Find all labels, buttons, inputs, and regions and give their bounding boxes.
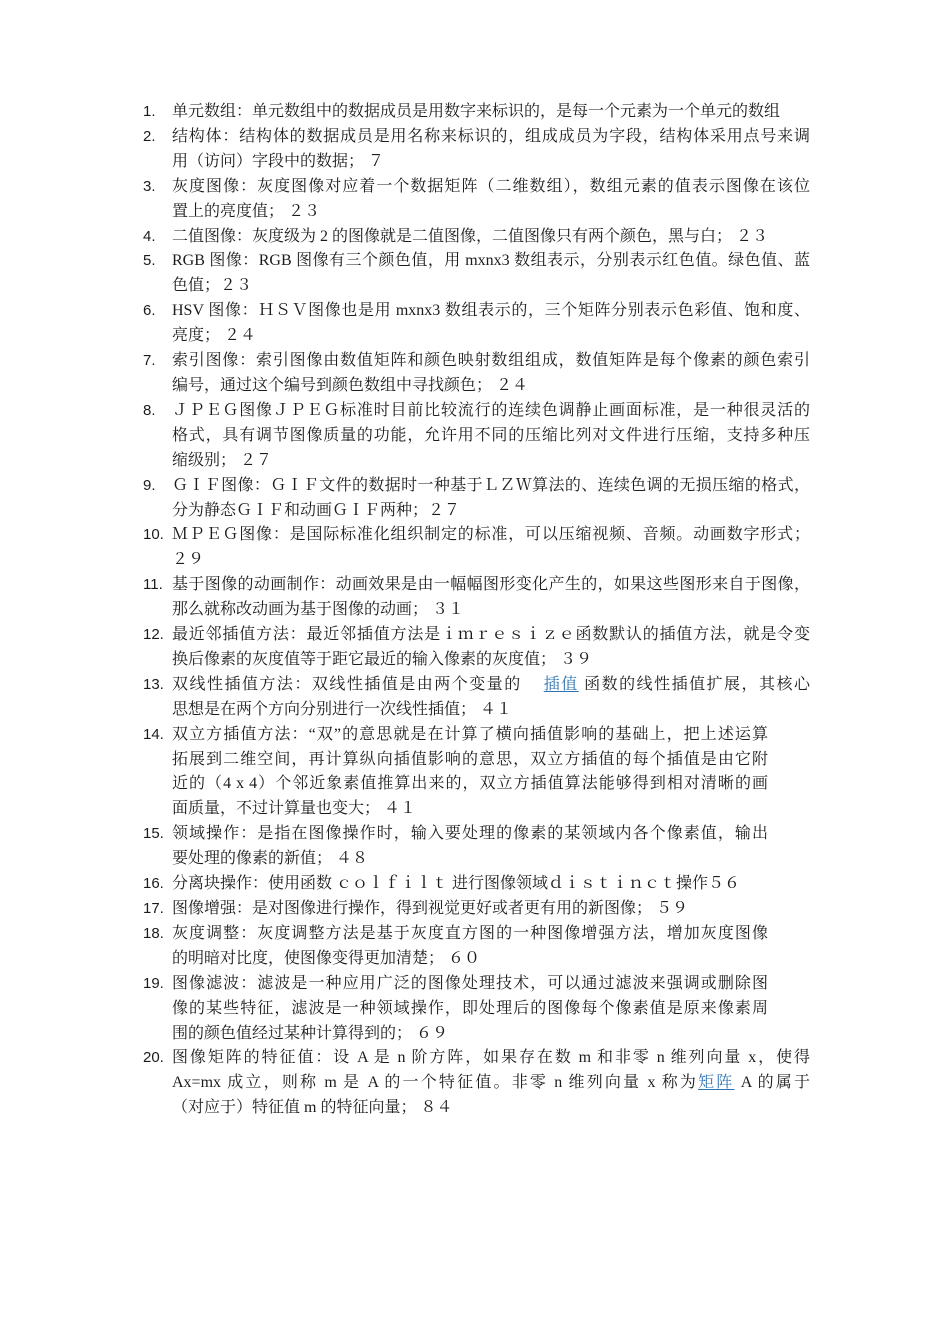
item-line: 单元数组：单元数组中的数据成员是用数字来标识的，是每一个元素为一个单元的数组 bbox=[172, 103, 781, 120]
item-line: 那么就称改动画为基于图像的动画； ３１ bbox=[172, 601, 465, 619]
list-item bbox=[143, 474, 810, 524]
item-text bbox=[172, 922, 810, 972]
item-line: 思想是在两个方向分别进行一次线性插值； ４１ bbox=[172, 700, 513, 718]
item-line: ２９ bbox=[172, 551, 205, 569]
item-text bbox=[172, 175, 810, 225]
list-item bbox=[143, 1046, 810, 1121]
item-line: （对应于）特征值 m 的特征向量； ８４ bbox=[172, 1099, 453, 1117]
item-text bbox=[172, 225, 810, 250]
item-number: 20. bbox=[143, 1049, 164, 1067]
item-text bbox=[172, 623, 810, 673]
item-line: 的明暗对比度，使图像变得更加清楚； ６０ bbox=[172, 949, 481, 967]
item-line: 分离块操作：使用函数 ｃｏｌｆｉｌｔ 进行图像领域ｄｉｓｔｉｎｃｔ操作５６ bbox=[172, 875, 741, 893]
list-item bbox=[143, 897, 810, 922]
list-item bbox=[143, 399, 810, 474]
list-item bbox=[143, 175, 810, 225]
item-line: 图像滤波：滤波是一种应用广泛的图像处理技术，可以通过滤波来强调或删除图 bbox=[172, 974, 768, 992]
line-text-segment: A 的属于 bbox=[734, 1074, 810, 1092]
item-number: 13. bbox=[143, 675, 164, 693]
list-item bbox=[143, 872, 810, 897]
item-line: 近的（4 x 4）个邻近象素值推算出来的，双立方插值算法能够得到相对清晰的画 bbox=[172, 775, 768, 793]
item-number: 3. bbox=[143, 177, 156, 195]
inline-link[interactable]: 插值 bbox=[543, 675, 579, 693]
item-line: 图像矩阵的特征值：设 A 是 n 阶方阵，如果存在数 m 和非零 n 维列向量 x，使得 bbox=[172, 1049, 810, 1067]
item-text bbox=[172, 573, 810, 623]
item-number: 11. bbox=[143, 576, 163, 594]
item-text bbox=[172, 349, 810, 399]
item-text bbox=[172, 523, 810, 573]
item-line: 结构体：结构体的数据成员是用名称来标识的，组成成员为字段，结构体采用点号来调 bbox=[172, 127, 810, 145]
list-item bbox=[143, 125, 810, 175]
item-text bbox=[172, 249, 810, 299]
item-number: 5. bbox=[143, 252, 156, 270]
item-text bbox=[172, 822, 810, 872]
item-text bbox=[172, 897, 810, 922]
list-item bbox=[143, 623, 810, 673]
item-number: 14. bbox=[143, 725, 164, 743]
item-line: 要处理的像素的新值； ４８ bbox=[172, 850, 369, 868]
item-line: 分为静态ＧＩＦ和动画ＧＩＦ两种；２７ bbox=[172, 501, 461, 519]
item-line: 最近邻插值方法：最近邻插值方法是ｉｍｒｅｓｉｚｅ函数默认的插值方法，就是令变 bbox=[172, 626, 810, 644]
item-line: 拓展到二维空间，再计算纵向插值影响的意思，双立方插值的每个插值是由它附 bbox=[172, 750, 768, 768]
list-item bbox=[143, 972, 810, 1047]
line-text-segment: 函数的线性插值扩展，其核心 bbox=[578, 675, 810, 693]
item-line: 基于图像的动画制作：动画效果是由一幅幅图形变化产生的，如果这些图形来自于图像， bbox=[172, 576, 810, 594]
item-text bbox=[172, 673, 810, 723]
item-text bbox=[172, 474, 810, 524]
item-number: 1. bbox=[143, 103, 156, 120]
item-line bbox=[172, 1071, 810, 1096]
item-number: 16. bbox=[143, 875, 164, 893]
item-text bbox=[172, 125, 810, 175]
item-number: 17. bbox=[143, 900, 164, 917]
item-line: 灰度调整：灰度调整方法是基于灰度直方图的一种图像增强方法，增加灰度图像 bbox=[172, 924, 768, 942]
item-number: 4. bbox=[143, 227, 156, 245]
list-item bbox=[143, 100, 810, 125]
item-line: 双立方插值方法：“双”的意思就是在计算了横向插值影响的基础上，把上述运算 bbox=[172, 725, 768, 743]
item-number: 2. bbox=[143, 127, 156, 145]
list-item bbox=[143, 523, 810, 573]
item-text bbox=[172, 1046, 810, 1121]
item-line: HSV 图像：ＨＳＶ图像也是用 mxnx3 数组表示的，三个矩阵分别表示色彩值、饱和度、 bbox=[172, 302, 810, 320]
item-line: 格式，具有调节图像质量的功能，允许用不同的压缩比列对文件进行压缩，支持多种压 bbox=[172, 426, 810, 444]
item-number: 19. bbox=[143, 974, 164, 992]
item-line: 亮度； ２４ bbox=[172, 327, 257, 345]
list-item bbox=[143, 249, 810, 299]
item-text bbox=[172, 972, 810, 1047]
inline-link[interactable]: 矩阵 bbox=[698, 1074, 735, 1092]
item-line: 色值；２３ bbox=[172, 277, 253, 295]
item-line: 用（访问）字段中的数据； ７ bbox=[172, 152, 385, 170]
item-line: ＪＰＥＧ图像ＪＰＥＧ标准时目前比较流行的连续色调静止画面标准，是一种很灵活的 bbox=[172, 401, 810, 419]
item-number: 15. bbox=[143, 825, 164, 843]
item-number: 9. bbox=[143, 476, 156, 494]
item-line: 编号，通过这个编号到颜色数组中寻找颜色； ２４ bbox=[172, 376, 529, 394]
item-line: 图像增强：是对图像进行操作，得到视觉更好或者更有用的新图像； ５９ bbox=[172, 900, 689, 917]
item-number: 10. bbox=[143, 526, 164, 544]
item-line: 缩级别； ２７ bbox=[172, 451, 273, 469]
item-line bbox=[172, 673, 810, 698]
item-line: 索引图像：索引图像由数值矩阵和颜色映射数组组成，数值矩阵是每个像素的颜色索引 bbox=[172, 352, 810, 370]
item-line: ＭＰＥＧ图像：是国际标准化组织制定的标准，可以压缩视频、音频。动画数字形式； bbox=[172, 526, 810, 544]
list-item bbox=[143, 922, 810, 972]
item-number: 6. bbox=[143, 302, 156, 320]
item-line: 置上的亮度值； ２３ bbox=[172, 202, 321, 220]
item-line: 换后像素的灰度值等于距它最近的输入像素的灰度值； ３９ bbox=[172, 650, 593, 668]
list-item bbox=[143, 225, 810, 250]
list-item bbox=[143, 723, 810, 823]
item-text bbox=[172, 299, 810, 349]
item-line: 像的某些特征，滤波是一种领域操作，即处理后的图像每个像素值是原来像素周 bbox=[172, 999, 768, 1017]
item-number: 18. bbox=[143, 924, 164, 942]
item-line: 领域操作：是指在图像操作时，输入要处理的像素的某领域内各个像素值，输出 bbox=[172, 825, 768, 843]
list-item bbox=[143, 673, 810, 723]
item-number: 8. bbox=[143, 401, 156, 419]
definition-list bbox=[143, 100, 810, 1121]
list-item bbox=[143, 349, 810, 399]
item-line: 灰度图像：灰度图像对应着一个数据矩阵（二维数组），数组元素的值表示图像在该位 bbox=[172, 177, 810, 195]
item-text bbox=[172, 872, 810, 897]
list-item bbox=[143, 573, 810, 623]
list-item bbox=[143, 822, 810, 872]
item-number: 12. bbox=[143, 626, 164, 644]
list-item bbox=[143, 299, 810, 349]
item-text bbox=[172, 723, 810, 823]
item-line: RGB 图像：RGB 图像有三个颜色值，用 mxnx3 数组表示，分别表示红色值。绿色值、蓝 bbox=[172, 252, 810, 270]
item-number: 7. bbox=[143, 352, 156, 370]
item-line: 面质量，不过计算量也变大； ４１ bbox=[172, 800, 417, 818]
item-text bbox=[172, 100, 810, 125]
item-line: 二值图像：灰度级为 2 的图像就是二值图像，二值图像只有两个颜色，黑与白； ２３ bbox=[172, 227, 769, 245]
item-line: ＧＩＦ图像：ＧＩＦ文件的数据时一种基于ＬＺＷ算法的、连续色调的无损压缩的格式， bbox=[172, 476, 810, 494]
item-text bbox=[172, 399, 810, 474]
line-text-segment: 双线性插值方法：双线性插值是由两个变量的 bbox=[172, 675, 522, 693]
line-text-segment: Ax=mx 成立，则称 m 是 A 的一个特征值。非零 n 维列向量 x 称为 bbox=[172, 1074, 699, 1092]
item-line: 围的颜色值经过某种计算得到的； ６９ bbox=[172, 1024, 449, 1042]
